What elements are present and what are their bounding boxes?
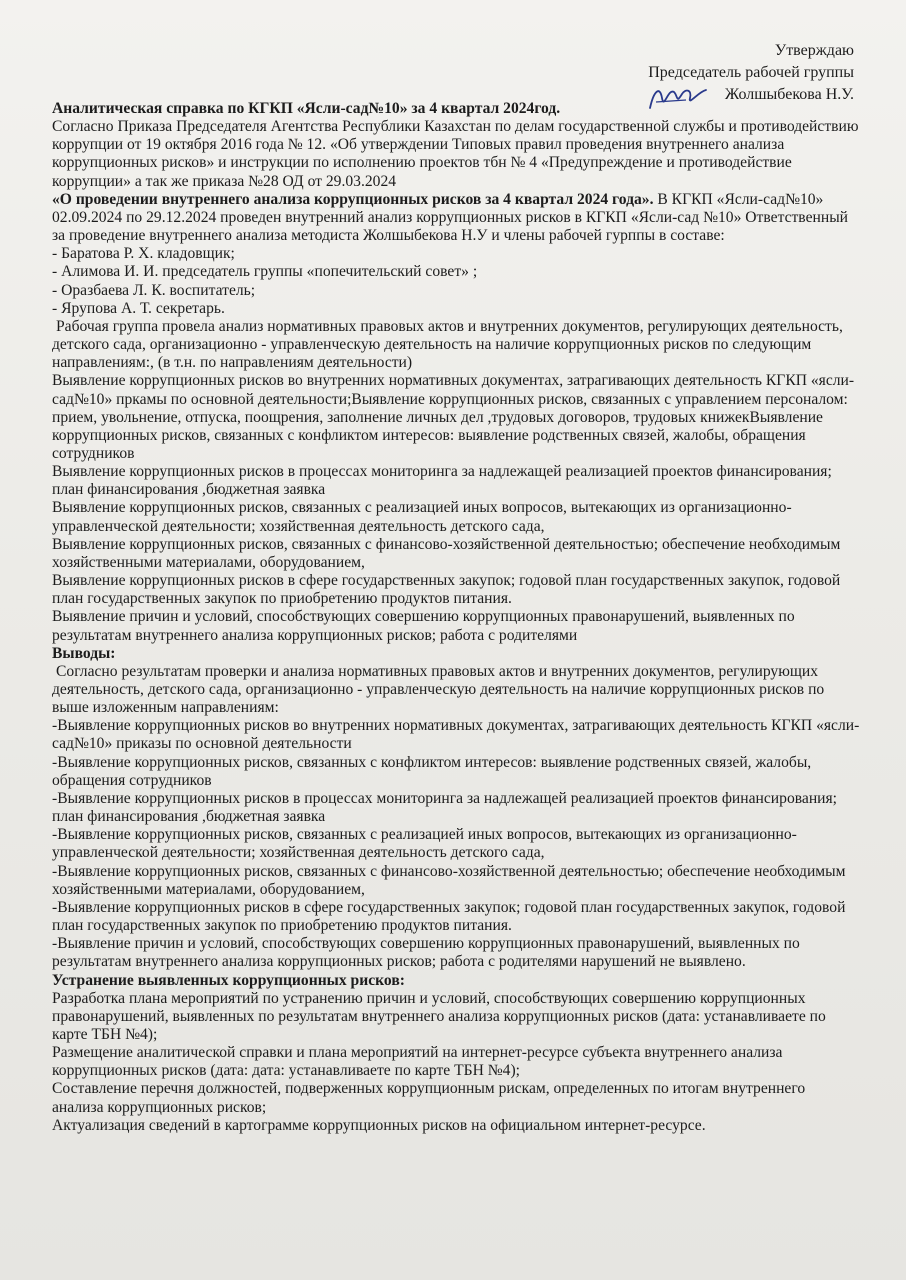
elimination-item: Размещение аналитической справки и плана мероприятий на интернет-ресурсе субъекта внутреннего анализа коррупционных рисков (дата: дата: устанавливаете по карте ТБН №4); bbox=[52, 1044, 783, 1080]
direction-item: Выявление коррупционных рисков во внутренних нормативных документах, затрагивающих деятельность КГКП «ясли-сад№10» пркамы по основной деятельности;Выявление коррупционных рисков, связанных с управлением персоналом: прием, увольнение, отпуска, поощрения, заполнение личных дел ,трудовых договоров, трудовых книжекВыявление коррупционных рисков, связанных с конфликтом интересов: выявление родственных связей, жалобы, обращения сотрудников bbox=[52, 372, 855, 462]
direction-item: Выявление коррупционных рисков в процессах мониторинга за надлежащей реализацией проектов финансирования; план финансирования ,бюджетная заявка bbox=[52, 463, 832, 499]
direction-item: Выявление коррупционных рисков, связанных с финансово-хозяйственной деятельностью; обеспечение необходимым хозяйственными материалами, оборудованием, bbox=[52, 535, 841, 571]
direction-item: Выявление коррупционных рисков, связанных с реализацией иных вопросов, вытекающих из организационно-управленческой деятельности; хозяйственная деятельность детского сада, bbox=[52, 499, 792, 535]
conclusion-item: -Выявление коррупционных рисков, связанных с реализацией иных вопросов, вытекающих из организационно-управленческой деятельности; хозяйственная деятельность детского сада, bbox=[52, 826, 797, 862]
conclusion-item: -Выявление коррупционных рисков в процессах мониторинга за надлежащей реализацией проектов финансирования; план финансирования ,бюджетная заявка bbox=[52, 789, 838, 826]
conclusion-item: -Выявление причин и условий, способствующих совершению коррупционных правонарушений, выявленных по результатам внутреннего анализа коррупционных рисков; работа с родителями нарушений не выявлено. bbox=[52, 935, 800, 971]
member-item: - Ярупова А. Т. секретарь. bbox=[52, 299, 225, 317]
approval-label: Утверждаю bbox=[774, 42, 854, 59]
work-intro: Рабочая группа провела анализ нормативных правовых актов и внутренних документов, регулирующих деятельность, детского сада, организационно - управленческую деятельность на наличие коррупционных рисков по следующим направлениям:, (в т.н. по направлениям деятельности) bbox=[52, 317, 843, 372]
member-item: - Баратова Р. Х. кладовщик; bbox=[52, 245, 235, 263]
approval-position: Председатель рабочей группы bbox=[648, 64, 854, 81]
elimination-item: Актуализация сведений в картограмме коррупционных рисков на официальном интернет-ресурсе. bbox=[52, 1116, 706, 1134]
conclusion-item: -Выявление коррупционных рисков, связанных с финансово-хозяйственной деятельностью; обеспечение необходимым хозяйственными материалами, оборудованием, bbox=[52, 862, 846, 898]
member-item: - Оразбаева Л. К. воспитатель; bbox=[52, 281, 256, 299]
conclusion-item: -Выявление коррупционных рисков в сфере государственных закупок; годовой план государственных закупок, годовой план государственных закупок по приобретению продуктов питания. bbox=[52, 898, 846, 935]
order-title: «О проведении внутреннего анализа коррупционных рисков за 4 квартал 2024 года». bbox=[52, 190, 654, 208]
member-item: - Алимова И. И. председатель группы «попечительский совет» ; bbox=[52, 263, 478, 281]
direction-item: Выявление коррупционных рисков в сфере государственных закупок; годовой план государственных закупок, годовой план государственных закупок по приобретению продуктов питания. bbox=[52, 572, 841, 608]
intro-continuation: В КГКП «Ясли-сад№10» 02.09.2024 по 29.12.2024 проведен внутренний анализ коррупционных рисков в КГКП «Ясли-сад №10» Ответственный за проведение внутреннего анализа методиста Жолшыбекова Н.У и члены рабочей гурппы в составе: bbox=[52, 190, 849, 245]
document-title: Аналитическая справка по КГКП «Ясли-сад№10» за 4 квартал 2024год. bbox=[52, 100, 561, 117]
approval-name: Жолшыбекова Н.У. bbox=[724, 86, 854, 103]
members-list bbox=[52, 245, 860, 318]
conclusion-item: -Выявление коррупционных рисков во внутренних нормативных документах, затрагивающих деятельность КГКП «ясли-сад№10» приказы по основной деятельности bbox=[52, 717, 860, 753]
intro-text: Согласно Приказа Председателя Агентства Республики Казахстан по делам государственной службы и противодействию коррупции от 19 октября 2016 года № 12. «Об утверждении Типовых правил проведения внутреннего анализа коррупционных рисков» и инструкции по исполнению проектов тбн № 4 «Предупреждение и противодействие коррупции» а так же приказа №28 ОД от 29.03.2024 bbox=[52, 118, 859, 190]
document-body bbox=[52, 100, 860, 1135]
conclusions-intro: Согласно результатам проверки и анализа нормативных правовых актов и внутренних документов, регулирующих деятельность, детского сада, организационно - управленческую деятельность на наличие коррупционных рисков по выше изложенным направлениям: bbox=[52, 662, 825, 717]
conclusions-heading: Выводы: bbox=[52, 644, 116, 662]
conclusion-item: -Выявление коррупционных рисков, связанных с конфликтом интересов: выявление родственных связей, жалобы, обращения сотрудников bbox=[52, 753, 812, 789]
elimination-list bbox=[52, 990, 860, 1135]
elimination-item: Составление перечня должностей, подверженных коррупционным рискам, определенных по итогам внутреннего анализа коррупционных рисков; bbox=[52, 1080, 806, 1116]
directions-list bbox=[52, 372, 860, 644]
elimination-item: Разработка плана мероприятий по устранению причин и условий, способствующих совершению коррупционных правонарушений, выявленных по результатам внутреннего анализа коррупционных рисков (дата: устанавливаете по карте ТБН №4); bbox=[52, 989, 826, 1043]
intro-paragraph bbox=[52, 118, 860, 245]
conclusions-list bbox=[52, 717, 860, 971]
elimination-heading: Устранение выявленных коррупционных рисков: bbox=[52, 971, 405, 989]
direction-item: Выявление причин и условий, способствующих совершению коррупционных правонарушений, выявленных по результатам внутреннего анализа коррупционных рисков; работа с родителями bbox=[52, 608, 795, 644]
